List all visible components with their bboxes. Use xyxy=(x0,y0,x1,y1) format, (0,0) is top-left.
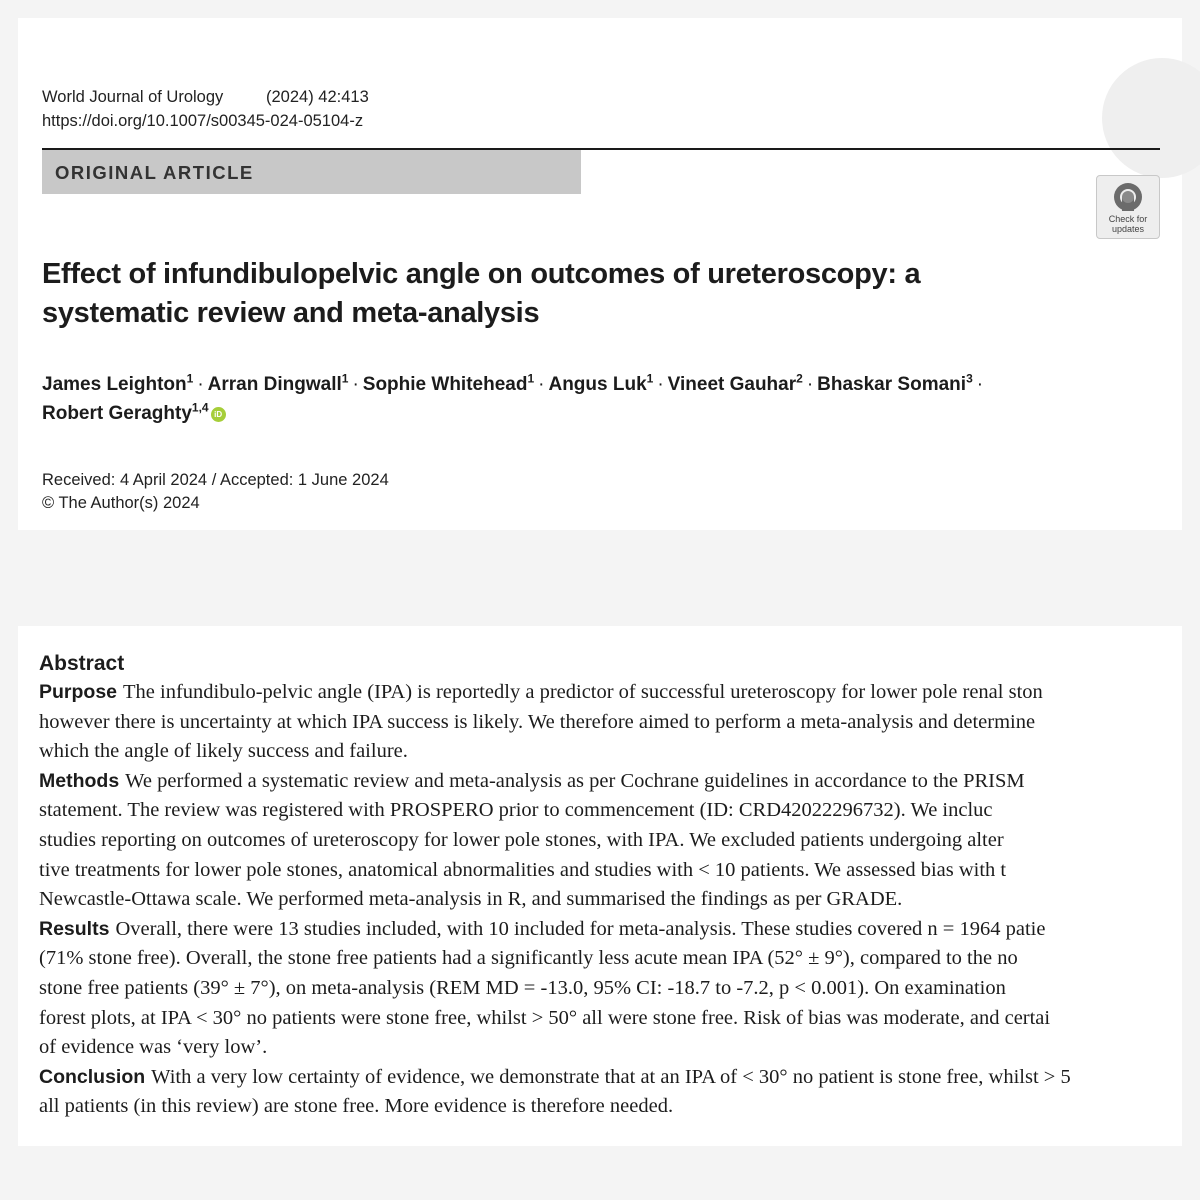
paper-title: Effect of infundibulopelvic angle on outcomes of ureteroscopy: a systematic review and meta-analysis xyxy=(42,258,921,329)
methods-line: statement. The review was registered with PROSPERO prior to commencement (ID: CRD42022296732). We incluc xyxy=(39,799,993,822)
conclusion-line: all patients (in this review) are stone free. More evidence is therefore needed. xyxy=(39,1095,674,1118)
orcid-icon[interactable]: iD xyxy=(211,407,226,422)
author-list: James Leighton$^1$ · Arran Dingwall$^1$ · Sophie Whitehead$^1$ · Angus Luk$^1$ · Vineet Gauhar$^2$ · Bhaskar Somani$^3$ · Robert Geraghty$^{1,4}$ iD xyxy=(42,371,984,424)
results-line: of evidence was ‘very low’. xyxy=(39,1036,268,1059)
journal-name: World Journal of Urology xyxy=(42,88,224,106)
methods-line: Newcastle-Ottawa scale. We performed meta-analysis in R, and summarised the findings as per GRADE. xyxy=(39,888,903,911)
copyright: © The Author(s) 2024 xyxy=(42,494,200,512)
article-type-label: ORIGINAL ARTICLE xyxy=(55,162,254,183)
abstract-panel xyxy=(18,626,1182,1146)
journal-volume: (2024) 42:413 xyxy=(266,88,369,106)
check-for-updates-button[interactable] xyxy=(1096,175,1160,239)
conclusion-line: Conclusion With a very low certainty of evidence, we demonstrate that at an IPA of < 30° no patient is stone free, whilst > 5 xyxy=(39,1065,1071,1088)
purpose-line: however there is uncertainty at which IPA success is likely. We therefore aimed to perform a meta-analysis and determine xyxy=(39,710,1036,733)
crossmark-icon xyxy=(1112,181,1144,213)
author[interactable]: James Leighton$^1$ xyxy=(42,371,194,395)
corner-decoration xyxy=(1102,58,1200,178)
check-updates-label: Check for updates xyxy=(1108,214,1148,234)
author[interactable]: Angus Luk$^1$ xyxy=(548,371,654,395)
methods-line: tive treatments for lower pole stones, anatomical abnormalities and studies with < 10 patients. We assessed bias with t xyxy=(39,858,1007,881)
methods-line: Methods We performed a systematic review and meta-analysis as per Cochrane guidelines in accordance to the PRISM xyxy=(39,769,1025,792)
results-label: Results xyxy=(39,917,110,940)
results-line: Results Overall, there were 13 studies included, with 10 included for meta-analysis. These studies covered n = 1964 patie xyxy=(39,917,1046,940)
article-header-panel xyxy=(18,18,1182,530)
doi-link[interactable]: https://doi.org/10.1007/s00345-024-05104-z xyxy=(42,112,364,130)
abstract-heading: Abstract xyxy=(39,652,125,675)
purpose-line: which the angle of likely success and failure. xyxy=(39,740,408,763)
author[interactable]: Sophie Whitehead$^1$ xyxy=(362,371,535,395)
methods-label: Methods xyxy=(39,769,120,792)
received-accepted: Received: 4 April 2024 / Accepted: 1 June 2024 xyxy=(42,471,389,489)
author[interactable]: Vineet Gauhar$^2$ xyxy=(667,371,803,395)
author[interactable]: Robert Geraghty$^{1,4}$ xyxy=(42,400,209,424)
purpose-label: Purpose xyxy=(39,681,118,703)
conclusion-label: Conclusion xyxy=(39,1065,146,1088)
author[interactable]: Arran Dingwall$^1$ xyxy=(207,371,349,395)
methods-line: studies reporting on outcomes of ureteroscopy for lower pole stones, with IPA. We excluded patients undergoing alter xyxy=(39,828,1004,851)
article-type-banner xyxy=(42,150,581,194)
journal-info xyxy=(42,88,369,107)
results-line: stone free patients (39° ± 7°), on meta-analysis (REM MD = -13.0, 95% CI: -18.7 to -7.2, p < 0.001). On examination xyxy=(39,976,1006,999)
purpose-line: Purpose The infundibulo-pelvic angle (IPA) is reportedly a predictor of successful ureteroscopy for lower pole renal ston xyxy=(39,681,1043,703)
abstract-body xyxy=(39,678,1182,1122)
results-line: forest plots, at IPA < 30° no patients were stone free, whilst > 50° all were stone free. Risk of bias was moderate, and certai xyxy=(39,1006,1051,1029)
author[interactable]: Bhaskar Somani$^3$ xyxy=(817,371,973,395)
publication-dates xyxy=(42,469,389,515)
results-line: (71% stone free). Overall, the stone free patients had a significantly less acute mean IPA (52° ± 9°), compared to the no xyxy=(39,947,1018,970)
